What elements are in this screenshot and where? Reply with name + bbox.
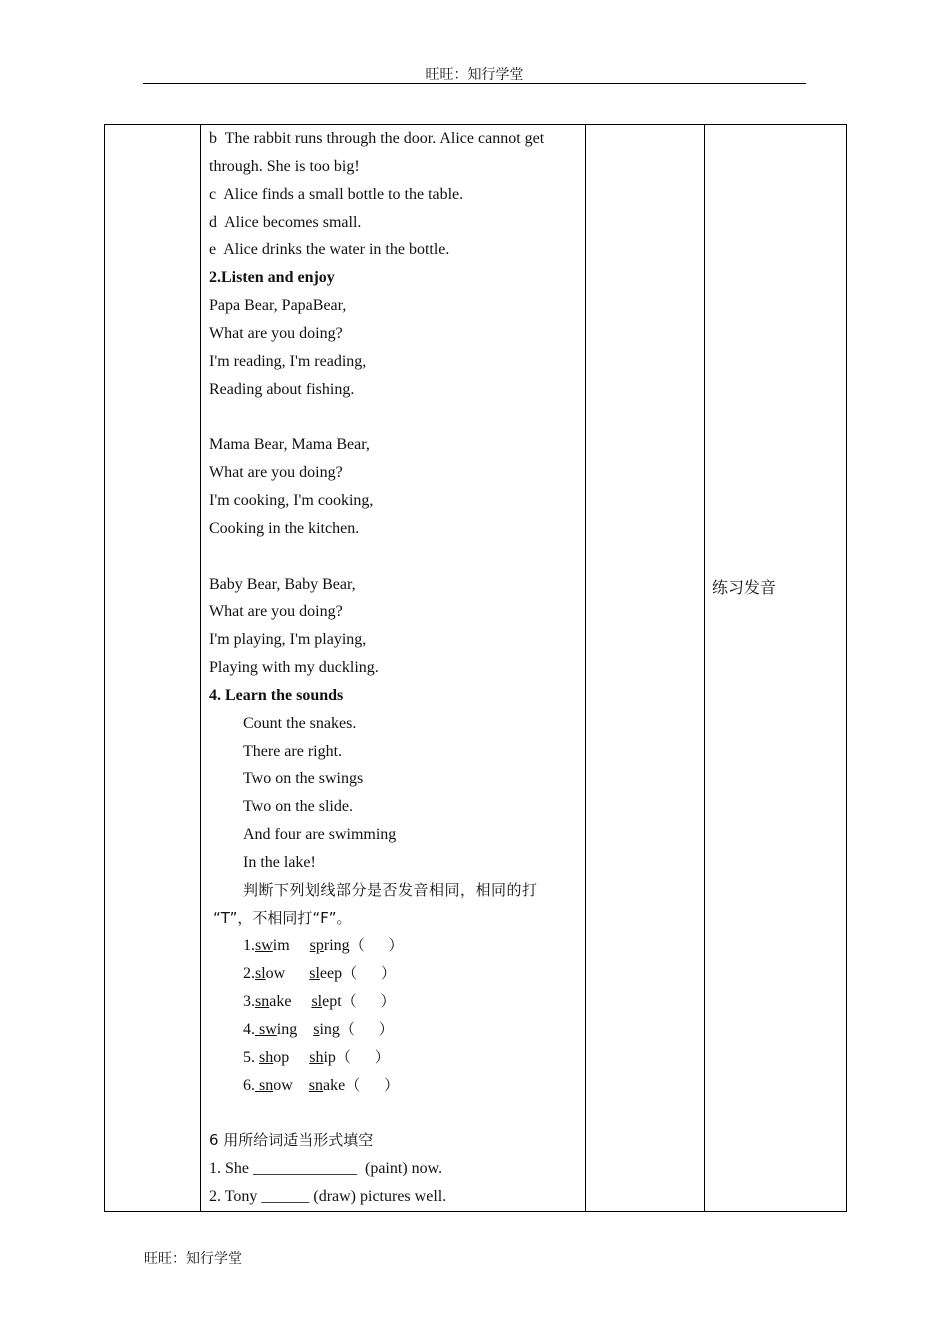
phonics-item: 5. shop ship（ ） <box>243 1047 390 1066</box>
empty-cell-3 <box>586 125 705 1212</box>
poem-line: Reading about fishing. <box>209 380 355 398</box>
poem-line: Cooking in the kitchen. <box>209 519 360 537</box>
poem-line: What are you doing? <box>209 464 343 482</box>
lesson-table <box>104 124 847 1212</box>
content-cell <box>201 125 586 1212</box>
sounds-poem-line: There are right. <box>243 742 343 760</box>
sounds-poem-line: In the lake! <box>243 853 316 871</box>
page-footer: 旺旺：知行学堂 <box>144 1252 242 1267</box>
story-line-b2: through. She is too big! <box>209 157 360 175</box>
phonics-item: 2.slow sleep（ ） <box>243 964 396 983</box>
poem-line: What are you doing? <box>209 324 343 342</box>
phonics-item: 4. swing sing（ ） <box>243 1020 394 1038</box>
poem-line: I'm playing, I'm playing, <box>209 631 367 649</box>
blank-line <box>209 403 577 431</box>
sounds-poem-line: Two on the slide. <box>243 798 353 816</box>
story-line-d: d Alice becomes small. <box>209 213 362 231</box>
sounds-poem-line: Count the snakes. <box>243 714 357 732</box>
blank-line <box>209 1100 577 1128</box>
phonics-item: 1.swim spring（ ） <box>243 936 404 955</box>
poem-line: Mama Bear, Mama Bear, <box>209 436 370 454</box>
blank-line <box>209 543 577 571</box>
poem-line: What are you doing? <box>209 603 343 621</box>
sounds-poem-line: And four are swimming <box>243 826 397 844</box>
instruction-line-2: “T”，不相同打“F”。 <box>213 908 352 927</box>
poem-line: Playing with my duckling. <box>209 659 379 677</box>
empty-cell-1 <box>105 125 201 1212</box>
page-header: 旺旺：知行学堂 <box>425 68 524 83</box>
notes-cell <box>705 125 847 1212</box>
fill-heading: 6 用所给词适当形式填空 <box>209 1131 374 1150</box>
sounds-poem-line: Two on the swings <box>243 770 364 788</box>
story-line-e: e Alice drinks the water in the bottle. <box>209 241 450 259</box>
header-rule <box>143 83 806 84</box>
instruction-line-1: 判断下列划线部分是否发音相同，相同的打 <box>243 880 538 899</box>
poem-line: I'm cooking, I'm cooking, <box>209 491 374 509</box>
fill-question-1: 1. She _____________ (paint) now. <box>209 1160 443 1178</box>
phonics-item: 6. snow snake（ ） <box>243 1075 400 1094</box>
pronunciation-note: 练习发音 <box>712 578 777 597</box>
story-line-c: c Alice finds a small bottle to the table. <box>209 185 464 203</box>
poem-line: I'm reading, I'm reading, <box>209 352 367 370</box>
story-line-b1: b The rabbit runs through the door. Alice cannot get <box>209 130 545 147</box>
sounds-heading: 4. Learn the sounds <box>209 686 344 704</box>
fill-question-2: 2. Tony ______ (draw) pictures well. <box>209 1188 447 1206</box>
poem-line: Baby Bear, Baby Bear, <box>209 575 356 593</box>
listen-heading: 2.Listen and enjoy <box>209 269 335 287</box>
phonics-item: 3.snake slept（ ） <box>243 992 396 1011</box>
poem-line: Papa Bear, PapaBear, <box>209 297 347 315</box>
